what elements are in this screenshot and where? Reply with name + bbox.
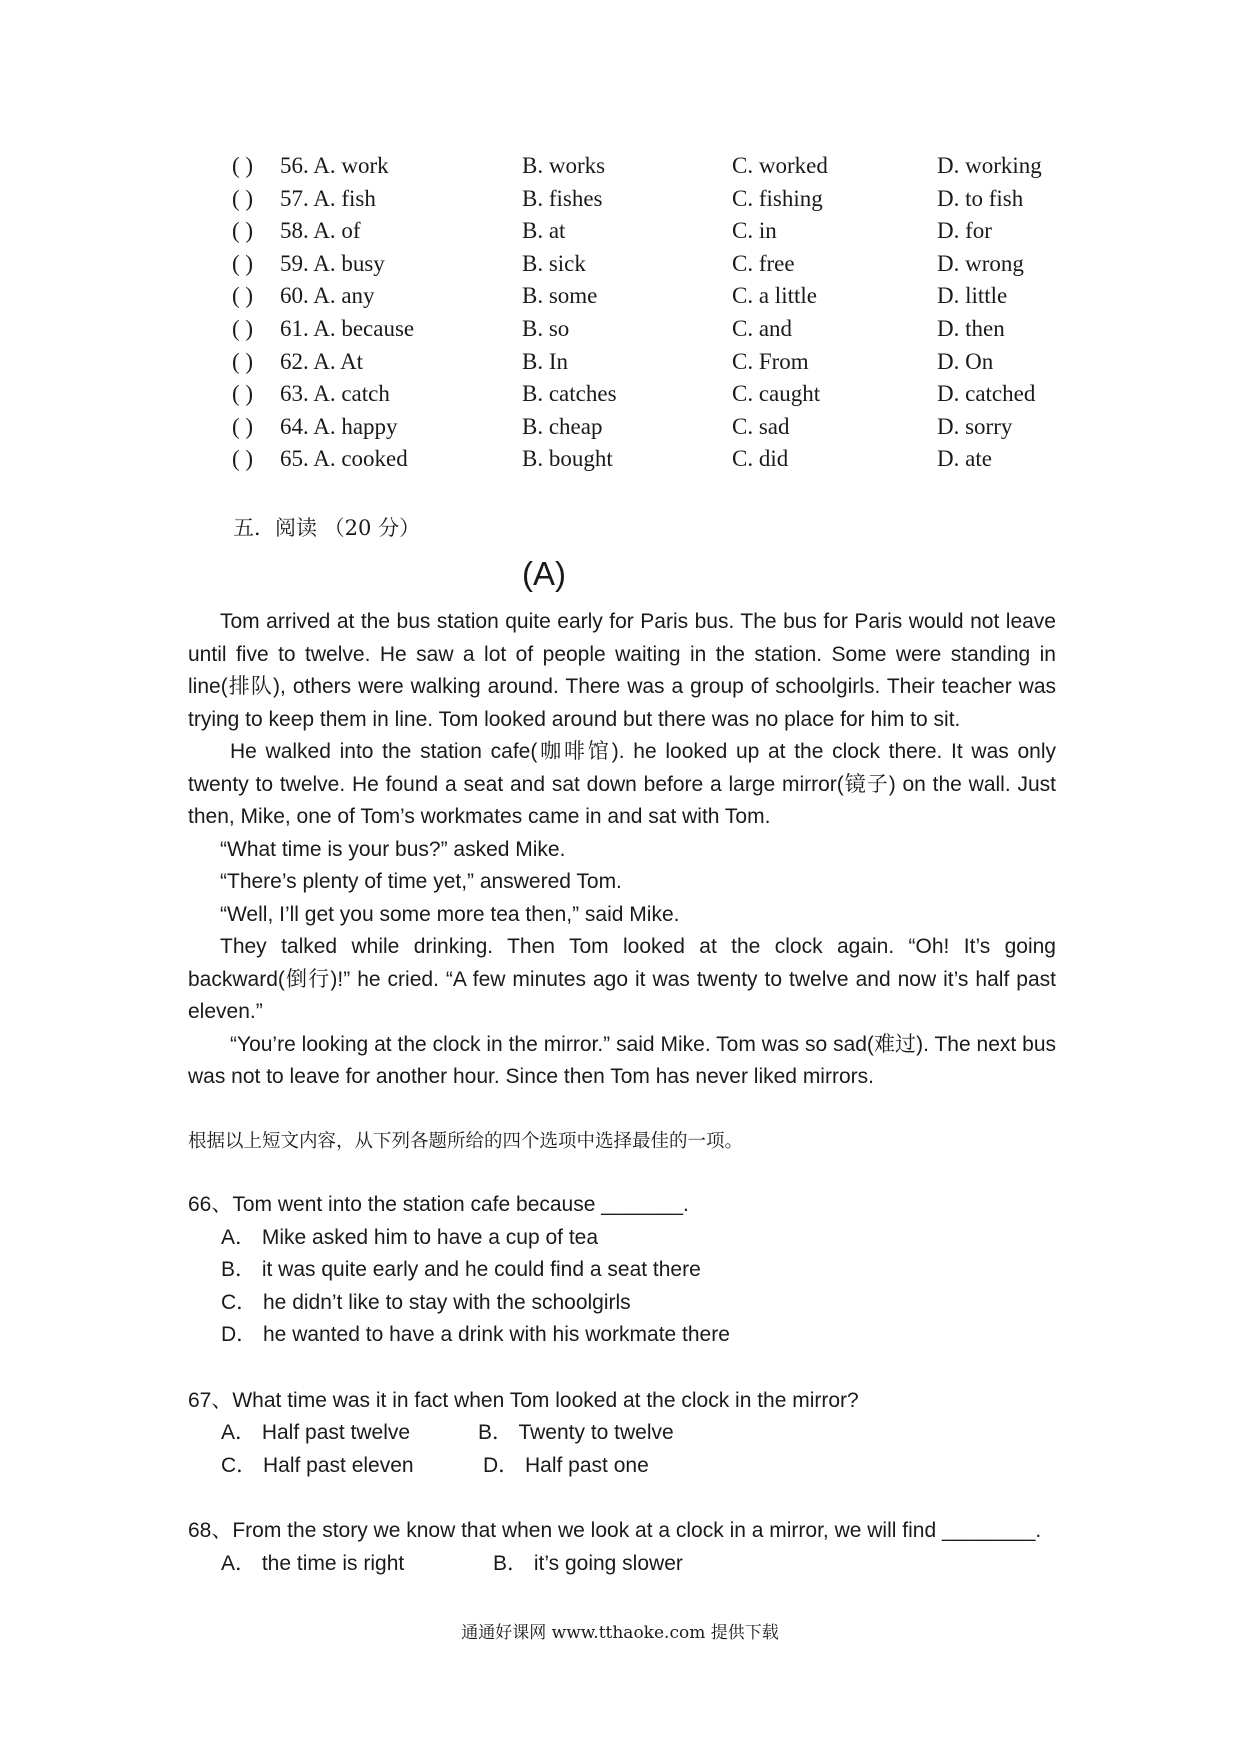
cloze-row-58 [232,215,1062,248]
option-a: 58. A. of [280,218,361,244]
option-d: D． Half past one [483,1453,649,1477]
option-d: D. On [937,348,994,374]
option-a: 63. A. catch [280,381,390,407]
option-c: C. a little [732,283,817,309]
option-c: C. sad [732,413,790,439]
option-a: 62. A. At [280,348,364,374]
option-c: C． Half past eleven [221,1453,414,1477]
cloze-options [232,150,1062,476]
option-b: B. fishes [522,185,603,211]
cloze-row-59 [232,248,1062,281]
passage-paragraph: He walked into the station cafe(咖啡馆). he looked up at the clock there. It was only twenty to twelve. He found a seat and sat down before a large mirror(镜子) on the wall. Just then, Mike, one of Tom’s workmates came in and sat with Tom. [188,740,1056,828]
option-b: B． it’s going slower [493,1551,683,1575]
option-d: D. catched [937,381,1036,407]
option-d: D． he wanted to have a drink with his workmate there [221,1323,730,1346]
option-c: C． he didn’t like to stay with the schoolgirls [221,1290,631,1314]
option-c: C. fishing [732,185,823,211]
passage-paragraph: “Well, I’ll get you some more tea then,” said Mike. [220,902,680,926]
option-a: 59. A. busy [280,250,385,276]
answer-blank: ( ) [232,250,254,276]
option-d: D. then [937,315,1005,341]
option-b: B. bought [522,446,613,472]
answer-blank: ( ) [232,413,254,439]
option-d: D. working [937,153,1042,178]
option-d: D. for [937,218,992,244]
option-a: A． the time is right [221,1551,405,1575]
option-a: 57. A. fish [280,185,376,211]
option-d: D. wrong [937,250,1024,276]
option-b: B. cheap [522,413,603,439]
page-footer: 通通好课网 www.tthaoke.com 提供下载 [461,1623,779,1643]
answer-blank: ( ) [232,348,254,374]
option-b: B. some [522,283,598,309]
option-d: D. little [937,283,1008,309]
option-row [188,1450,1068,1483]
option-c: C. and [732,315,793,341]
option-a: 61. A. because [280,315,415,341]
cloze-row-61 [232,313,1062,346]
option-c: C. free [732,250,795,276]
answer-blank: ( ) [232,446,254,472]
answer-blank: ( ) [232,315,254,341]
cloze-row-62 [232,346,1062,379]
answer-blank: ( ) [232,283,254,309]
question-66 [188,1189,1068,1352]
question-stem: 67、What time was it in fact when Tom looked at the clock in the mirror? [188,1388,859,1412]
option-a: 56. A. work [280,153,389,178]
answer-blank: ( ) [232,153,254,178]
question-list [188,1189,1068,1613]
part-label: (A) [522,555,566,592]
option-b: B. so [522,315,570,341]
passage-paragraph: Tom arrived at the bus station quite early for Paris bus. The bus for Paris would not leave until five to twelve. He saw a lot of people waiting in the station. Some were standing in line(排队), others were walking around. There was a group of schoolgirls. Their teacher was trying to keep them in line. Tom looked around but there was no place for him to sit. [188,610,1056,731]
option-d: D. to fish [937,185,1024,211]
option-b: B． Twenty to twelve [478,1421,674,1444]
cloze-row-63 [232,378,1062,411]
cloze-row-65 [232,443,1062,476]
question-stem: 68、From the story we know that when we look at a clock in a mirror, we will find ________. [188,1519,1042,1542]
option-d: D. ate [937,446,992,472]
passage-paragraph: “There’s plenty of time yet,” answered Tom. [220,870,622,893]
option-b: B. In [522,348,568,374]
reading-passage [188,606,1056,1094]
cloze-row-60 [232,280,1062,313]
option-b: B. works [522,153,606,178]
option-a: A． Half past twelve [221,1421,411,1444]
option-b: B. catches [522,381,617,407]
passage-paragraph: They talked while drinking. Then Tom looked at the clock again. “Oh! It’s going backward(倒行)!” he cried. “A few minutes ago it was twenty to twelve and now it’s half past eleven.” [188,935,1056,1023]
option-row [188,1417,1068,1450]
question-68 [188,1515,1068,1580]
passage-paragraph: “You’re looking at the clock in the mirror.” said Mike. Tom was so sad(难过). The next bus was not to leave for another hour. Since then Tom has never liked mirrors. [188,1032,1056,1088]
option-c: C. caught [732,381,821,407]
passage-paragraph: “What time is your bus?” asked Mike. [220,837,566,861]
option-b: B. at [522,218,566,244]
option-c: C. worked [732,153,828,178]
option-row [188,1548,1068,1581]
question-67 [188,1385,1068,1483]
option-c: C. in [732,218,777,244]
option-d: D. sorry [937,413,1013,439]
option-a: A． Mike asked him to have a cup of tea [221,1225,599,1249]
section-title: 五．阅读 （20 分） [233,516,421,540]
cloze-row-56 [232,150,1062,183]
option-b: B． it was quite early and he could find a seat there [221,1258,701,1281]
question-stem: 66、Tom went into the station cafe because _______. [188,1193,689,1216]
cloze-row-57 [232,183,1062,216]
cloze-row-64 [232,411,1062,444]
answer-blank: ( ) [232,185,254,211]
answer-blank: ( ) [232,381,254,407]
option-a: 60. A. any [280,283,375,309]
answer-blank: ( ) [232,218,254,244]
option-c: C. did [732,446,789,472]
option-a: 64. A. happy [280,413,398,439]
option-a: 65. A. cooked [280,446,408,472]
option-b: B. sick [522,250,586,276]
instruction-text: 根据以上短文内容，从下列各题所给的四个选项中选择最佳的一项。 [188,1131,744,1152]
option-c: C. From [732,348,809,374]
